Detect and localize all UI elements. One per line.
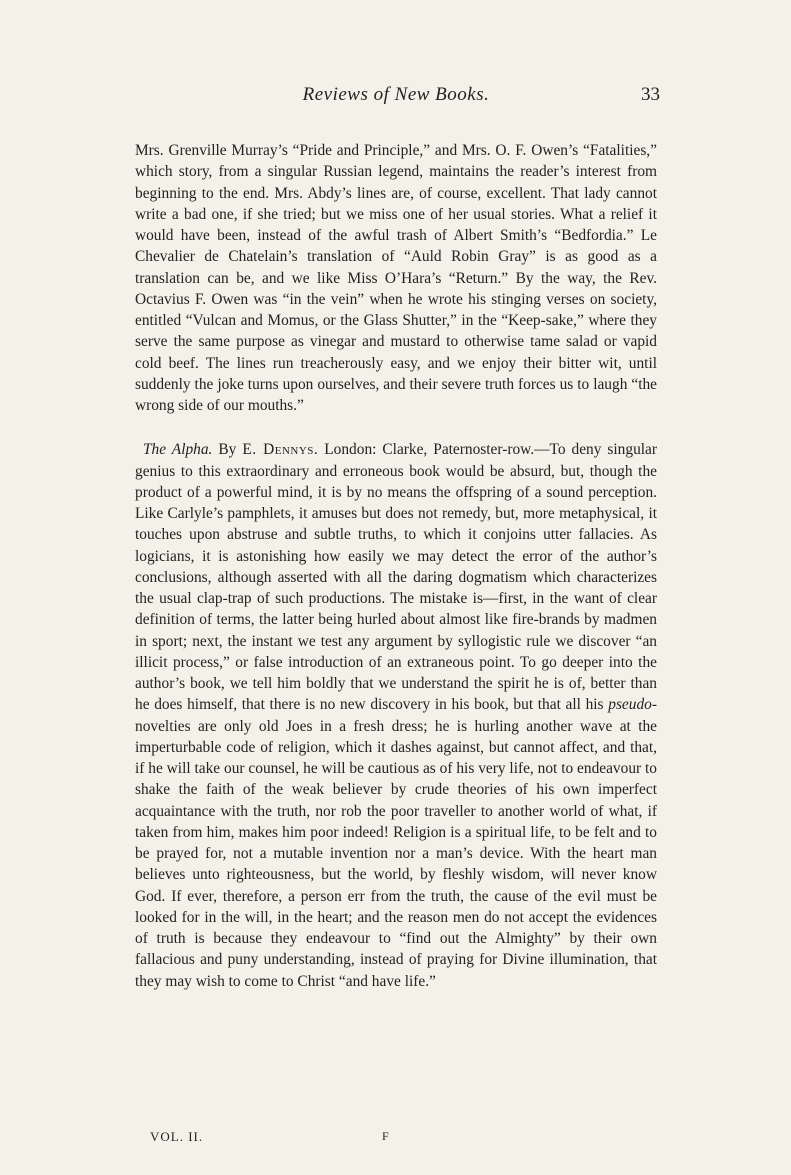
running-title: Reviews of New Books. bbox=[302, 84, 490, 105]
review-author: E. Dennys. bbox=[242, 441, 319, 459]
review-text-part-1: —To deny singular genius to this extraordinary and erroneous book would be absurd, but, though the product of a powerful mind, it is by no means the offspring of a sound perception. Like Carlyle’s pamphlets, it amuses but does not remedy, but, more metaphysical, it touches upon abstruse and subtle truths, to which it conjoins utter fallacies. As logicians, it is astonishing how easily we may detect the error of the author’s conclusions, although asserted with all the daring dogmatism which characterizes the usual clap-trap of such productions. The mistake is—first, in the want of clear definition of terms, the latter being hurled about almost like fire-brands by madmen in sport; next, the instant we test any argument by syllogistic rule we discover “an illicit process,” or false introduction of an extraneous point. To go deeper into the author’s book, we tell him boldly that we understand the spirit he is of, better than he does himself, that there is no new discovery in his book, but that all his bbox=[135, 441, 657, 714]
body-text bbox=[135, 140, 657, 992]
signature-mark: F bbox=[382, 1129, 389, 1143]
review-book-title: The Alpha. bbox=[143, 441, 213, 459]
review-paragraph bbox=[135, 439, 657, 992]
volume-label: VOL. II. bbox=[150, 1129, 204, 1144]
review-text-part-2: -novelties are only old Joes in a fresh dress; he is hurling another wave at the imperturbable code of religion, which it dashes against, but cannot affect, and that, if he will take our counsel, he will be cautious as of his very life, not to endeavour to shake the faith of the weak believer by crude theories of his own imperfect acquaintance with the truth, nor rob the poor traveller to another world of what, if taken from him, makes him poor indeed! Religion is a spiritual life, to be felt and to be prayed for, not a mutable invention nor a man’s device. With the heart man believes unto righteousness, but the world, by fleshly wisdom, will never know God. If ever, therefore, a person err from the truth, the cause of the evil must be looked for in the will, in the heart; and the reason men do not accept the evidences of truth is because they endeavour to “find out the Almighty” by their own fallacious and puny understanding, instead of praying for Divine illumination, that they may wish to come to Christ “and have life.” bbox=[135, 696, 657, 990]
paragraph-continuation: Mrs. Grenville Murray’s “Pride and Principle,” and Mrs. O. F. Owen’s “Fatalities,” which story, from a singular Russian legend, maintains the reader’s interest from beginning to the end. Mrs. Abdy’s lines are, of course, excellent. That lady cannot write a bad one, if she tried; but we miss one of her usual stories. What a relief it would have been, instead of the awful trash of Albert Smith’s “Bedfordia.” Le Chevalier de Chatelain’s translation of “Auld Robin Gray” is as good as a translation can be, and we like Miss O’Hara’s “Return.” By the way, the Rev. Octavius F. Owen was “in the vein” when he wrote his stinging verses on society, entitled “Vulcan and Momus, or the Glass Shutter,” in the “Keep-sake,” where they serve the same purpose as vinegar and mustard to otherwise tame salad or vapid cold beef. The lines run treacherously easy, and we enjoy their bitter wit, until suddenly the joke turns upon ourselves, and their severe truth forces us to laugh “the wrong side of our mouths.” bbox=[135, 142, 657, 414]
review-by-label: By bbox=[218, 441, 237, 459]
review-publisher: London: Clarke, Paternoster-row. bbox=[324, 441, 535, 459]
running-head bbox=[132, 84, 660, 110]
page-number: 33 bbox=[641, 84, 660, 105]
page-footer bbox=[150, 1129, 430, 1149]
review-pseudo-word: pseudo bbox=[608, 696, 652, 714]
